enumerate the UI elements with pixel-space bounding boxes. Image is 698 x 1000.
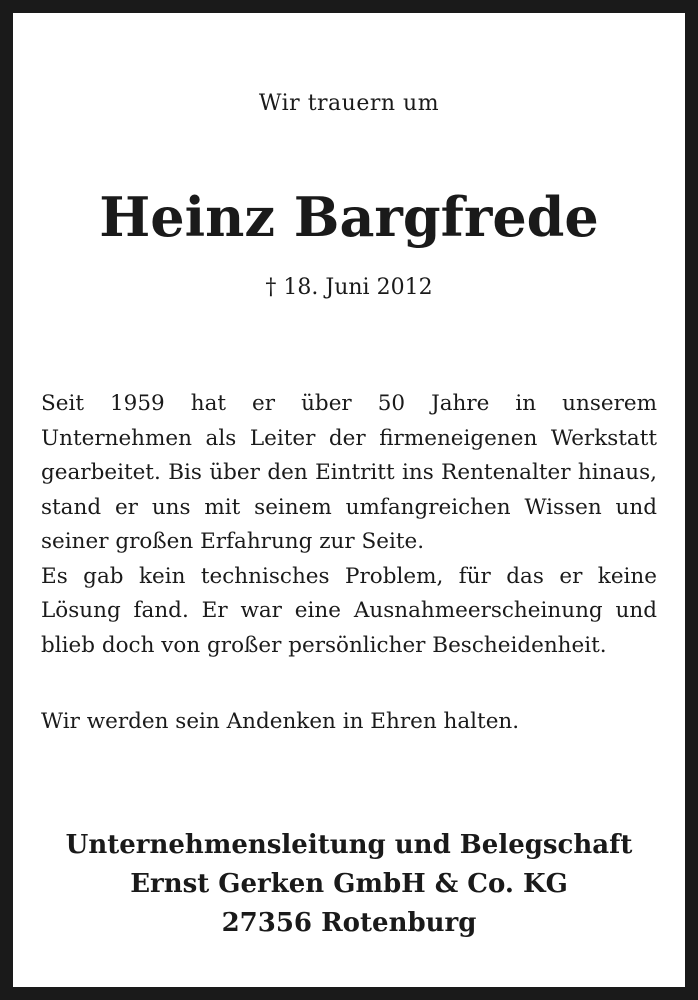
closing-line: Wir werden sein Andenken in Ehren halten. <box>41 709 520 734</box>
signature-line-location: 27356 Rotenburg <box>221 908 477 938</box>
intro-line: Wir trauern um <box>258 91 440 116</box>
tribute-paragraph-character: Es gab kein technisches Problem, für das er keine Lösung fand. Er war eine Ausnahmeerscheinung und blieb doch von großer persönlicher Bescheidenheit. <box>41 563 657 658</box>
signature-line-staff: Unternehmensleitung und Belegschaft <box>65 830 633 860</box>
tribute-paragraph-career: Seit 1959 hat er über 50 Jahre in unserem Unternehmen als Leiter der firmeneigenen Werkstatt gearbeitet. Bis über den Eintritt ins Rentenalter hinaus, stand er uns mit seinem umfangreichen Wissen und seiner großen Erfahrung zur Seite. <box>41 391 657 554</box>
death-date: † 18. Juni 2012 <box>265 275 433 300</box>
signature-block <box>13 826 685 943</box>
tribute-text <box>41 387 657 663</box>
deceased-name: Heinz Bargfrede <box>99 185 599 249</box>
signature-line-company: Ernst Gerken GmbH & Co. KG <box>130 869 568 899</box>
